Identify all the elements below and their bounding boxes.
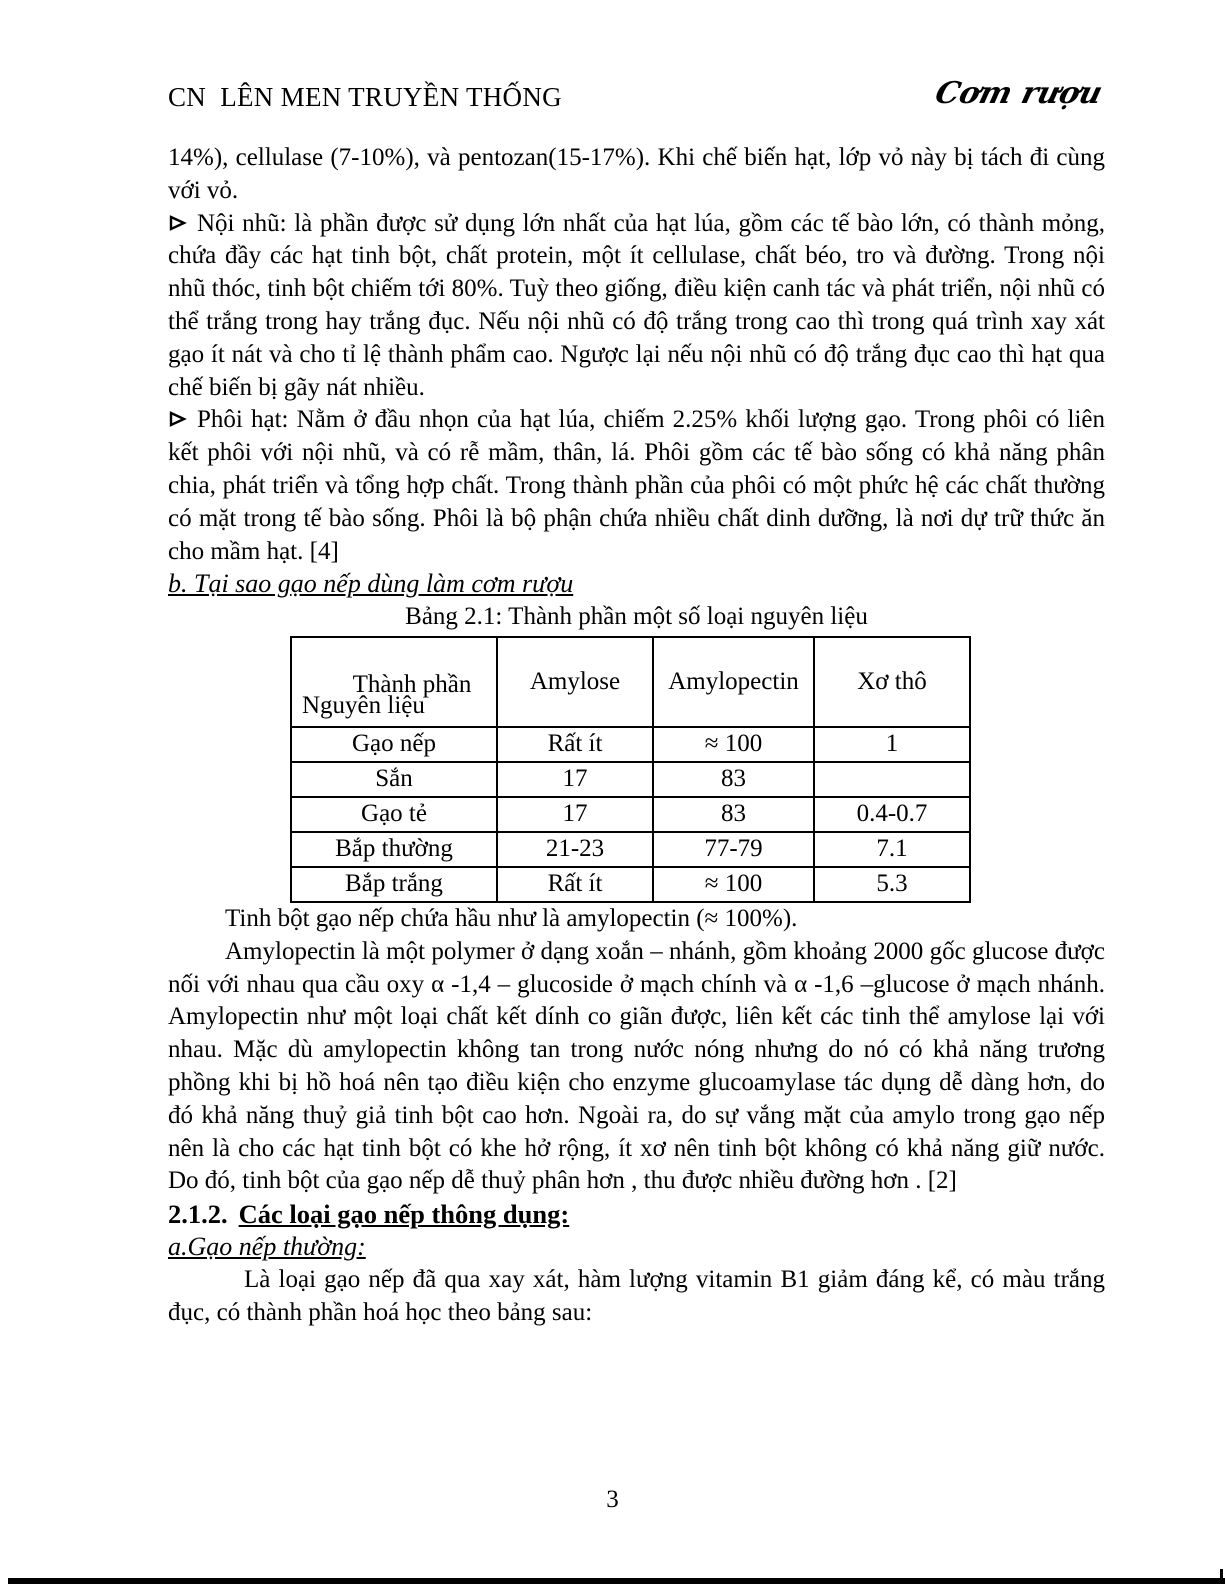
cell-amylopectin: 83 [653, 797, 814, 832]
cell-material: Sắn [291, 762, 497, 797]
scan-border-corner-tick [1220, 1569, 1223, 1580]
bullet-phoi-hat [168, 404, 1105, 568]
cell-material: Bắp trắng [291, 867, 497, 902]
table-row [291, 797, 970, 832]
table-row [291, 867, 970, 902]
cell-amylose: 17 [497, 762, 653, 797]
table-row [291, 832, 970, 867]
bullet-phoi-hat-text: Phôi hạt: Nằm ở đầu nhọn của hạt lúa, chiếm 2.25% khối lượng gạo. Trong phôi có liên kết phôi với nội nhũ, và có rễ mầm, thân, lá. Phôi gồm các tế bào sống có khả năng phân chia, phát triển và tổng hợp chất. Trong thành phần của phôi có một phức hệ các chất thường có mặt trong tế bào sống. Phôi là bộ phận chứa nhiều chất dinh dưỡng, là nơi dự trữ thức ăn cho mầm hạt. [4] [168, 406, 1105, 565]
cell-material: Bắp thường [291, 832, 497, 867]
cell-amylopectin: ≈ 100 [653, 727, 814, 762]
cell-amylose: Rất ít [497, 867, 653, 902]
cell-material: Gạo nếp [291, 727, 497, 762]
cell-xo-tho [814, 762, 970, 797]
column-header-amylopectin: Amylopectin [653, 637, 814, 727]
subsection-a-heading: a.Gạo nếp thường: [168, 1231, 366, 1261]
section-title: Các loại gạo nếp thông dụng: [238, 1199, 570, 1230]
cell-xo-tho: 0.4-0.7 [814, 797, 970, 832]
table-corner-cell [291, 637, 497, 727]
final-paragraph: Là loại gạo nếp đã qua xay xát, hàm lượng vitamin B1 giảm đáng kể, có màu trắng đục, có thành phần hoá học theo bảng sau: [168, 1265, 1105, 1326]
header-doc-title: Cơm rượu [931, 76, 1106, 111]
table-caption: Bảng 2.1: Thành phần một số loại nguyên liệu [405, 603, 868, 631]
intro-paragraph: 14%), cellulase (7-10%), và pentozan(15-17%). Khi chế biến hạt, lớp vỏ này bị tách đi cùng với vỏ. [168, 144, 1105, 204]
table-row [291, 762, 970, 797]
cell-amylopectin: 83 [653, 762, 814, 797]
amylopectin-paragraph: Amylopectin là một polymer ở dạng xoắn – nhánh, gồm khoảng 2000 gốc glucose được nối với nhau qua cầu oxy α -1,4 – glucoside ở mạch chính và α -1,6 –glucose ở mạch nhánh. Amylopectin như một loại chất kết dính co giãn được, liên kết các tinh thể amylose lại với nhau. Mặc dù amylopectin không tan trong nước nóng nhưng do nó có khả năng trương phồng khi bị hồ hoá nên tạo điều kiện cho enzyme glucoamylase tác dụng dễ dàng hơn, do đó khả năng thuỷ giả tinh bột cao hơn. Ngoài ra, do sự vắng mặt của amylo trong gạo nếp nên là cho các hạt tinh bột có khe hở rộng, ít xơ nên tinh bột không có khả năng giữ nước. Do đó, tinh bột của gạo nếp dễ thuỷ phân hơn , thu được nhiều đường hơn . [2] [168, 937, 1105, 1195]
section-2-1-2-heading [168, 1198, 1105, 1231]
arrow-bullet-icon [168, 405, 188, 423]
cell-amylose: Rất ít [497, 727, 653, 762]
page-content [168, 142, 1105, 1329]
column-header-amylose: Amylose [497, 637, 653, 727]
subsection-b-heading: b. Tại sao gạo nếp dùng làm cơm rượu [168, 569, 574, 599]
composition-table-wrapper [290, 636, 1105, 903]
cell-xo-tho: 5.3 [814, 867, 970, 902]
column-header-xo-tho: Xơ thô [814, 637, 970, 727]
composition-table [290, 636, 971, 903]
cell-material: Gạo tẻ [291, 797, 497, 832]
scan-border-bottom [8, 1578, 1225, 1584]
cell-amylopectin: 77-79 [653, 832, 814, 867]
bullet-noi-nhu [168, 208, 1105, 405]
header-course-title: CN LÊN MEN TRUYỀN THỐNG [168, 82, 562, 112]
corner-label-nguyen-lieu: Nguyên liệu [302, 691, 425, 719]
corner-label-thanh-phan: Thành phần [352, 671, 472, 699]
arrow-bullet-icon [168, 209, 188, 227]
cell-amylose: 17 [497, 797, 653, 832]
cell-xo-tho: 7.1 [814, 832, 970, 867]
bullet-noi-nhu-text: Nội nhũ: là phần được sử dụng lớn nhất của hạt lúa, gồm các tế bào lớn, có thành mỏng, chứa đầy các hạt tinh bột, chất protein, một ít cellulase, chất béo, tro và đường. Trong nội nhũ thóc, tinh bột chiếm tới 80%. Tuỳ theo giống, điều kiện canh tác và phát triển, nội nhũ có thể trắng trong hay trắng đục. Nếu nội nhũ có độ trắng trong cao thì trong quá trình xay xát gạo ít nát và cho tỉ lệ thành phẩm cao. Ngược lại nếu nội nhũ có độ trắng đục cao thì hạt qua chế biến bị gãy nát nhiều. [168, 209, 1105, 401]
table-row [291, 727, 970, 762]
starch-paragraph: Tinh bột gạo nếp chứa hầu như là amylopectin (≈ 100%). [225, 904, 798, 932]
table-header-row [291, 637, 970, 727]
cell-xo-tho: 1 [814, 727, 970, 762]
cell-amylopectin: ≈ 100 [653, 867, 814, 902]
cell-amylose: 21-23 [497, 832, 653, 867]
page-number: 3 [606, 1486, 619, 1513]
section-number: 2.1.2. [168, 1199, 228, 1230]
